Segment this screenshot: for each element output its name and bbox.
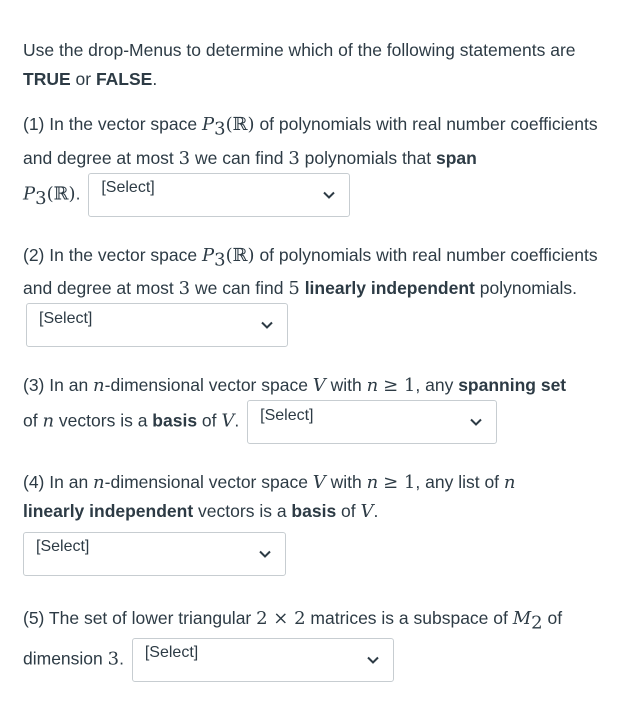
question-5: (5) The set of lower triangular 2 × 2 matrices is a subspace of $M_2$ of dimension 3. [Select]	[23, 604, 608, 682]
true-word: TRUE	[23, 69, 71, 89]
chevron-down-icon	[367, 656, 379, 664]
question-2: (2) In the vector space $P_3(ℝ)$ of polynomials with real number coefficients and degree at most 3 we can find 5 linearly independent polynomials. [Select]	[23, 241, 608, 348]
question-1: (1) In the vector space $P_3(ℝ)$ of polynomials with real number coefficients and degree at most 3 we can find 3 polynomials that span $P_3(ℝ)$. [Select]	[23, 110, 608, 217]
question-1-select[interactable]: [Select]	[88, 173, 350, 217]
question-3-select[interactable]: [Select]	[247, 400, 497, 444]
question-5-select[interactable]: [Select]	[132, 638, 394, 682]
false-word: FALSE	[95, 69, 153, 89]
question-2-select[interactable]: [Select]	[26, 303, 288, 347]
chevron-down-icon	[470, 418, 482, 426]
question-3: (3) In an n-dimensional vector space V with n ≥ 1, any spanning set of n vectors is a basis of V. [Select]	[23, 371, 608, 444]
instructions: Use the drop-Menus to determine which of the following statements are TRUE or FALSE.	[23, 40, 576, 89]
chevron-down-icon	[323, 191, 335, 199]
question-4: (4) In an n-dimensional vector space V with n ≥ 1, any list of n linearly independent vectors is a basis of V. [Select]	[23, 468, 608, 576]
chevron-down-icon	[259, 550, 271, 558]
chevron-down-icon	[261, 321, 273, 329]
question-4-select[interactable]: [Select]	[23, 532, 286, 576]
